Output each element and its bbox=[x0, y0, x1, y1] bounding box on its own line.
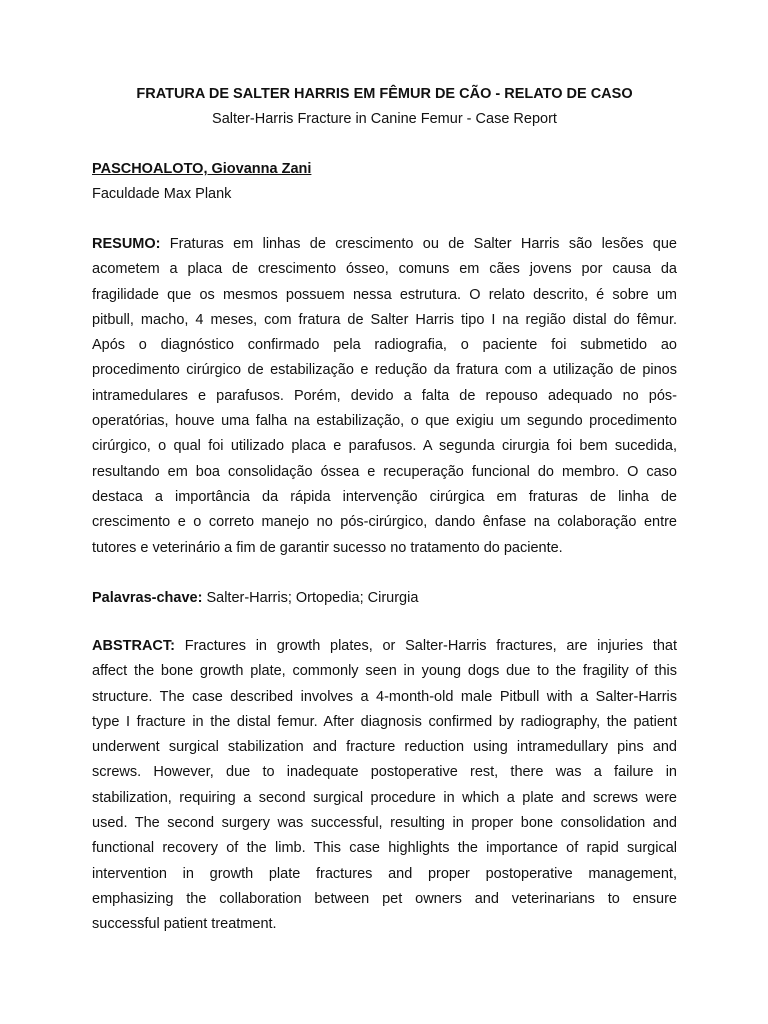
resumo-line: fragilidade que os mesmos possuem nessa estrutura. O relato descrito, é sobre um bbox=[92, 286, 677, 303]
keywords-section bbox=[92, 588, 677, 613]
abstract-line: screws. However, due to inadequate postoperative rest, there was a failure in bbox=[92, 764, 677, 781]
resumo-line: cirúrgico, o qual foi utilizado placa e parafusos. A segunda cirurgia foi bem sucedida, bbox=[92, 438, 677, 455]
paper-title: FRATURA DE SALTER HARRIS EM FÊMUR DE CÃO - RELATO DE CASO bbox=[136, 86, 633, 102]
resumo-line: Após o diagnóstico confirmado pela radiografia, o paciente foi submetido ao bbox=[92, 337, 677, 354]
resumo-line: operatórias, houve uma falha na estabilização, o que exigiu um segundo procedimento bbox=[92, 413, 677, 430]
resumo-line: destaca a importância da rápida intervenção cirúrgica em fraturas de linha de bbox=[92, 488, 677, 505]
abstract-line: stabilization, requiring a second surgical procedure in which a plate and screws were bbox=[92, 789, 677, 806]
resumo-line: pitbull, macho, 4 meses, com fratura de Salter Harris tipo I na região distal do fêmur. bbox=[92, 311, 677, 328]
resumo-label: RESUMO: bbox=[92, 236, 161, 252]
keywords-label: Palavras-chave: bbox=[92, 590, 203, 606]
resumo-line: procedimento cirúrgico de estabilização e redução da fratura com a utilização de pinos bbox=[92, 362, 677, 379]
author-affiliation: Faculdade Max Plank bbox=[92, 186, 232, 202]
abstract-line: underwent surgical stabilization and fracture reduction using intramedullary pins and bbox=[92, 739, 677, 756]
resumo-line: intramedulares e parafusos. Porém, devido a falta de repouso adequado no pós- bbox=[92, 387, 677, 404]
keywords-line bbox=[92, 588, 677, 613]
abstract-line: affect the bone growth plate, commonly seen in young dogs due to the fragility of this bbox=[92, 663, 677, 680]
resumo-line-text: Fraturas em linhas de crescimento ou de Salter Harris são lesões que bbox=[160, 236, 677, 252]
resumo-line: crescimento e o correto manejo no pós-cirúrgico, dando ênfase na colaboração entre bbox=[92, 514, 677, 531]
abstract-line: successful patient treatment. bbox=[92, 916, 277, 933]
abstract-line: type I fracture in the distal femur. After diagnosis confirmed by radiography, the patient bbox=[92, 713, 677, 730]
abstract-section bbox=[92, 636, 677, 940]
resumo-line bbox=[92, 234, 677, 259]
abstract-label: ABSTRACT: bbox=[92, 638, 175, 654]
abstract-line: used. The second surgery was successful, resulting in proper bone consolidation and bbox=[92, 815, 677, 832]
abstract-line: structure. The case described involves a 4-month-old male Pitbull with a Salter-Harris bbox=[92, 688, 677, 705]
abstract-line: functional recovery of the limb. This case highlights the importance of rapid surgical bbox=[92, 840, 677, 857]
keywords-text: Salter-Harris; Ortopedia; Cirurgia bbox=[202, 590, 419, 606]
author-name: PASCHOALOTO, Giovanna Zani bbox=[92, 161, 312, 177]
paper-subtitle: Salter-Harris Fracture in Canine Femur - Case Report bbox=[212, 111, 557, 127]
abstract-line: intervention in growth plate fractures and proper postoperative management, bbox=[92, 865, 677, 882]
resumo-section bbox=[92, 234, 677, 563]
abstract-line: emphasizing the collaboration between pet owners and veterinarians to ensure bbox=[92, 890, 677, 907]
resumo-line: tutores e veterinário a fim de garantir sucesso no tratamento do paciente. bbox=[92, 539, 563, 556]
resumo-line: acometem a placa de crescimento ósseo, comuns em cães jovens por causa da bbox=[92, 261, 677, 278]
resumo-line: resultando em boa consolidação óssea e recuperação funcional do membro. O caso bbox=[92, 463, 677, 480]
abstract-line-text: Fractures in growth plates, or Salter-Harris fractures, are injuries that bbox=[174, 638, 677, 654]
abstract-line bbox=[92, 636, 677, 661]
